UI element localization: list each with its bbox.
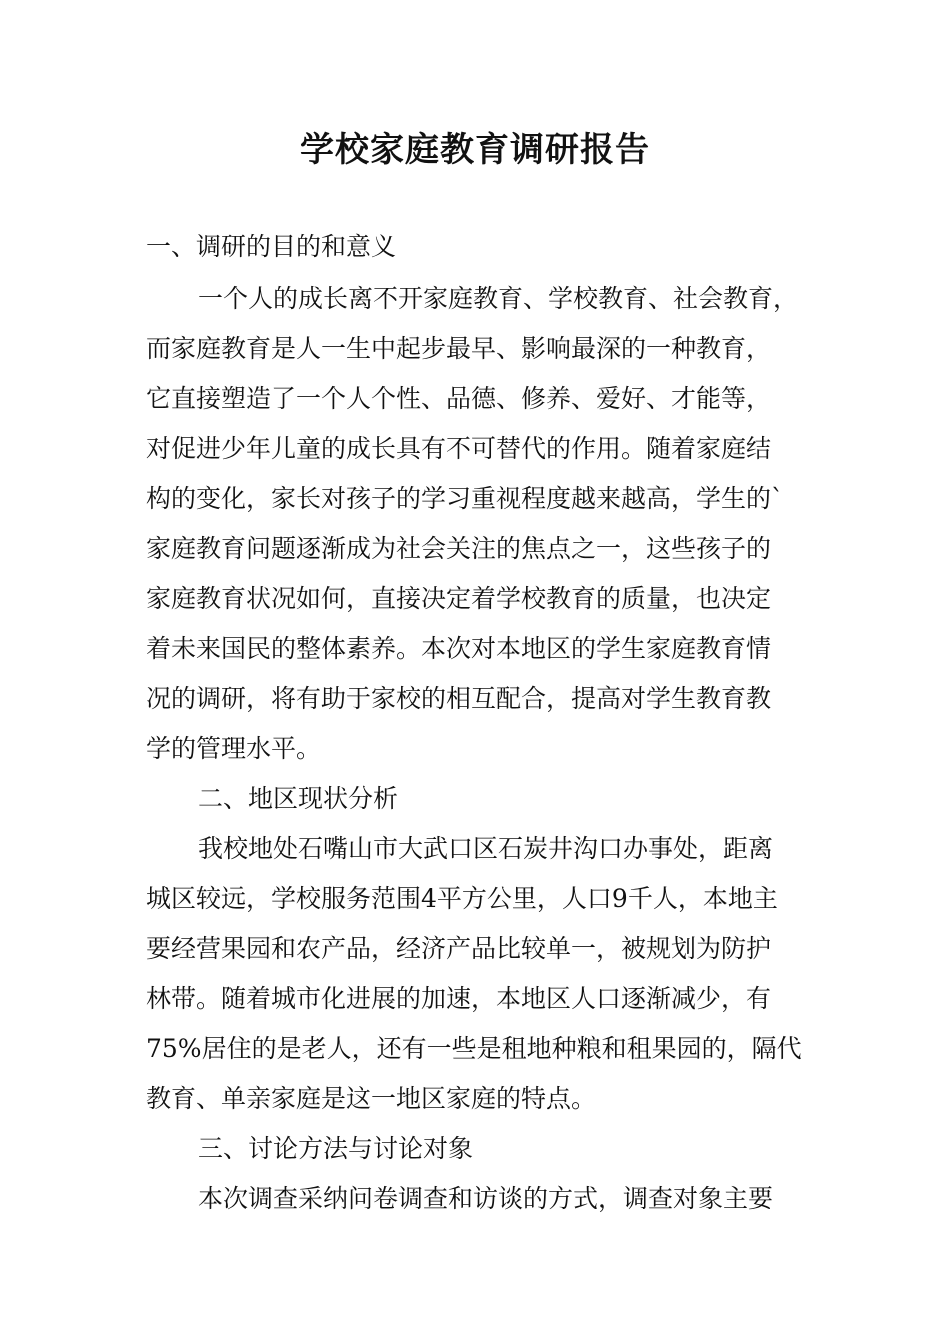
section-heading-3: 三、讨论方法与讨论对象 (198, 1134, 474, 1163)
paragraph-line: 况的调研，将有助于家校的相互配合，提高对学生教育教 (146, 684, 772, 713)
paragraph-line: 75%居住的是老人，还有一些是租地种粮和租果园的，隔代 (146, 1034, 802, 1063)
paragraph-line: 构的变化，家长对孩子的学习重视程度越来越高，学生的` (146, 484, 784, 513)
paragraph-line: 林带。随着城市化进展的加速，本地区人口逐渐减少，有 (146, 984, 772, 1013)
paragraph-line: 一个人的成长离不开家庭教育、学校教育、社会教育， (198, 284, 799, 313)
section-heading-2: 二、地区现状分析 (198, 784, 399, 813)
paragraph-line: 它直接塑造了一个人个性、品德、修养、爱好、才能等， (146, 384, 772, 413)
section-heading-1: 一、调研的目的和意义 (146, 232, 397, 261)
paragraph-line: 学的管理水平。 (146, 734, 322, 763)
paragraph-line: 教育、单亲家庭是这一地区家庭的特点。 (146, 1084, 597, 1113)
paragraph-line: 城区较远，学校服务范围4平方公里，人口9千人，本地主 (146, 884, 778, 913)
document-title: 学校家庭教育调研报告 (300, 130, 650, 170)
paragraph-line: 要经营果园和农产品，经济产品比较单一，被规划为防护 (146, 934, 772, 963)
paragraph-line: 着未来国民的整体素养。本次对本地区的学生家庭教育情 (146, 634, 772, 663)
paragraph-line: 家庭教育状况如何，直接决定着学校教育的质量，也决定 (146, 584, 772, 613)
paragraph-line: 家庭教育问题逐渐成为社会关注的焦点之一，这些孩子的 (146, 534, 772, 563)
paragraph-line: 而家庭教育是人一生中起步最早、影响最深的一种教育， (146, 334, 772, 363)
paragraph-line: 对促进少年儿童的成长具有不可替代的作用。随着家庭结 (146, 434, 772, 463)
paragraph-line: 本次调查采纳问卷调查和访谈的方式，调查对象主要 (198, 1184, 774, 1213)
paragraph-line: 我校地处石嘴山市大武口区石炭井沟口办事处，距离 (198, 834, 774, 863)
